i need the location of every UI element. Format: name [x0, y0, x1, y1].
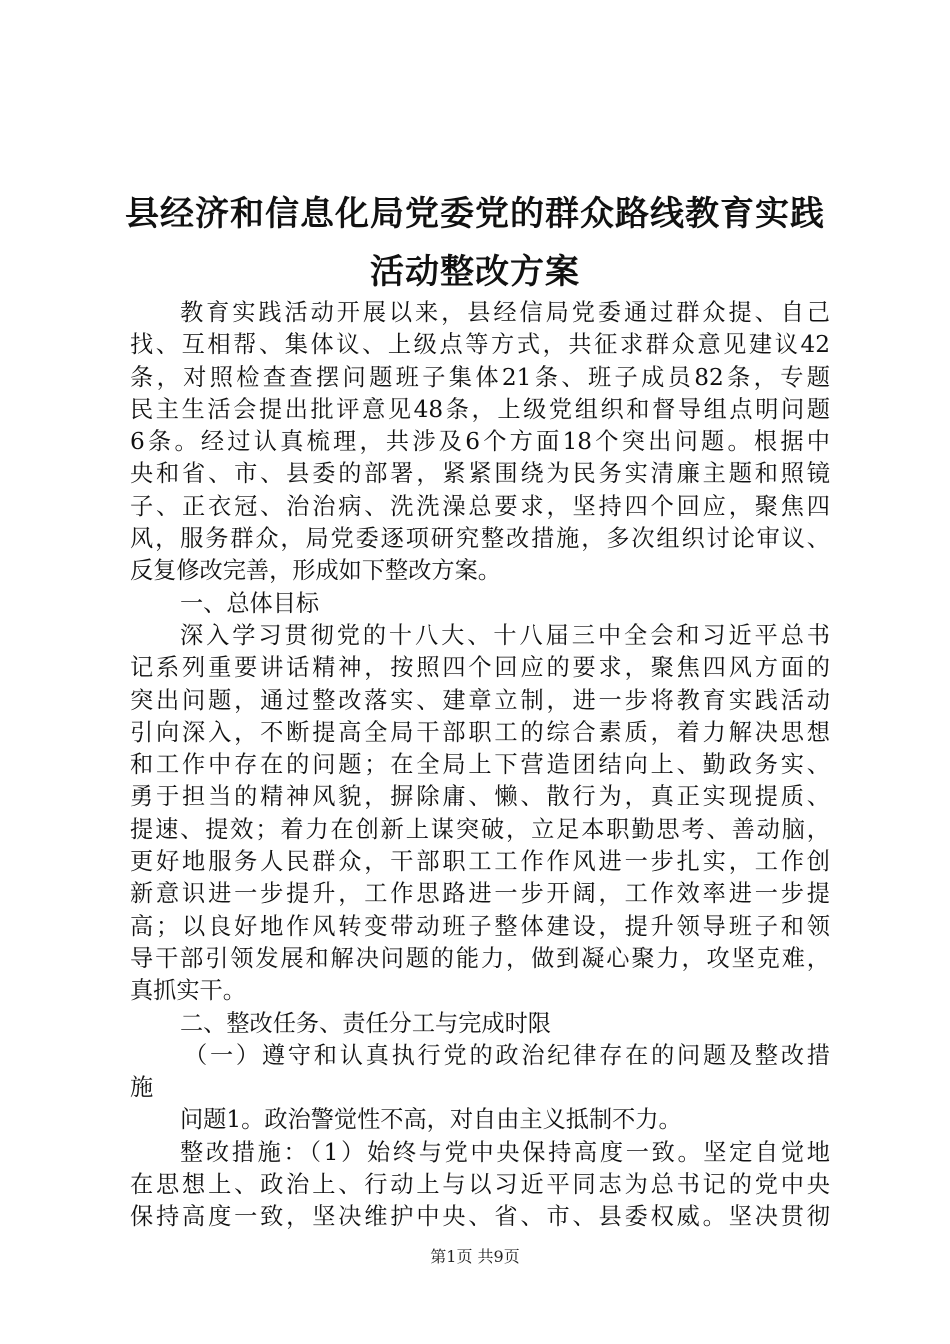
subsection-heading-cont: 施 [130, 1074, 154, 1102]
document-body [130, 297, 830, 1234]
body-line: 高；以良好地作风转变带动班子整体建设，提升领导班子和领 [130, 912, 830, 940]
body-line: 保持高度一致，坚决维护中央、省、市、县委权威。坚决贯彻 [130, 1203, 830, 1231]
document-title-line-1: 县经济和信息化局党委党的群众路线教育实践 [125, 194, 825, 234]
section-heading: 二、整改任务、责任分工与完成时限 [180, 1009, 551, 1037]
body-line: 民主生活会提出批评意见48条，上级党组织和督导组点明问题 [130, 395, 830, 423]
body-line: 教育实践活动开展以来，县经信局党委通过群众提、自己 [180, 299, 830, 326]
subsection-heading: （一）遵守和认真执行党的政治纪律存在的问题及整改措 [184, 1041, 830, 1069]
body-line: 突出问题，通过整改落实、建章立制，进一步将教育实践活动 [130, 686, 830, 714]
body-line: 找、互相帮、集体议、上级点等方式，共征求群众意见建议42 [130, 331, 830, 359]
body-line: 在思想上、政治上、行动上与以习近平同志为总书记的党中央 [130, 1171, 830, 1199]
section-heading: 一、总体目标 [180, 589, 320, 617]
body-line: 整改措施：（1）始终与党中央保持高度一致。坚定自觉地 [180, 1138, 830, 1166]
body-line: 央和省、市、县委的部署，紧紧围绕为民务实清廉主题和照镜 [130, 460, 830, 488]
problem-heading: 问题1。政治警觉性不高，对自由主义抵制不力。 [180, 1106, 682, 1134]
body-line: 风，服务群众，局党委逐项研究整改措施，多次组织讨论审议、 [130, 525, 830, 553]
body-line: 新意识进一步提升，工作思路进一步开阔，工作效率进一步提 [130, 880, 830, 908]
body-line: 真抓实干。 [130, 977, 246, 1005]
body-line: 条，对照检查查摆问题班子集体21条、班子成员82条，专题 [130, 363, 830, 391]
body-line: 导干部引领发展和解决问题的能力，做到凝心聚力，攻坚克难， [130, 944, 830, 972]
body-line: 勇于担当的精神风貌，摒除庸、懒、散行为，真正实现提质、 [130, 783, 830, 811]
body-line: 深入学习贯彻党的十八大、十八届三中全会和习近平总书 [180, 621, 830, 649]
body-line: 反复修改完善，形成如下整改方案。 [130, 557, 501, 585]
body-line: 6条。经过认真梳理，共涉及6个方面18个突出问题。根据中 [130, 428, 830, 456]
body-line: 记系列重要讲话精神，按照四个回应的要求，聚焦四风方面的 [130, 654, 830, 682]
document-title-line-2: 活动整改方案 [370, 252, 580, 292]
body-line: 子、正衣冠、治治病、洗洗澡总要求，坚持四个回应，聚焦四 [130, 492, 830, 520]
body-line: 引向深入，不断提高全局干部职工的综合素质，着力解决思想 [130, 718, 830, 746]
body-line: 提速、提效；着力在创新上谋突破，立足本职勤思考、善动脑， [130, 815, 830, 843]
body-line: 更好地服务人民群众，干部职工工作作风进一步扎实，工作创 [130, 848, 830, 876]
page-footer: 第1页 共9页 [430, 1247, 520, 1266]
body-line: 和工作中存在的问题；在全局上下营造团结向上、勤政务实、 [130, 751, 830, 779]
